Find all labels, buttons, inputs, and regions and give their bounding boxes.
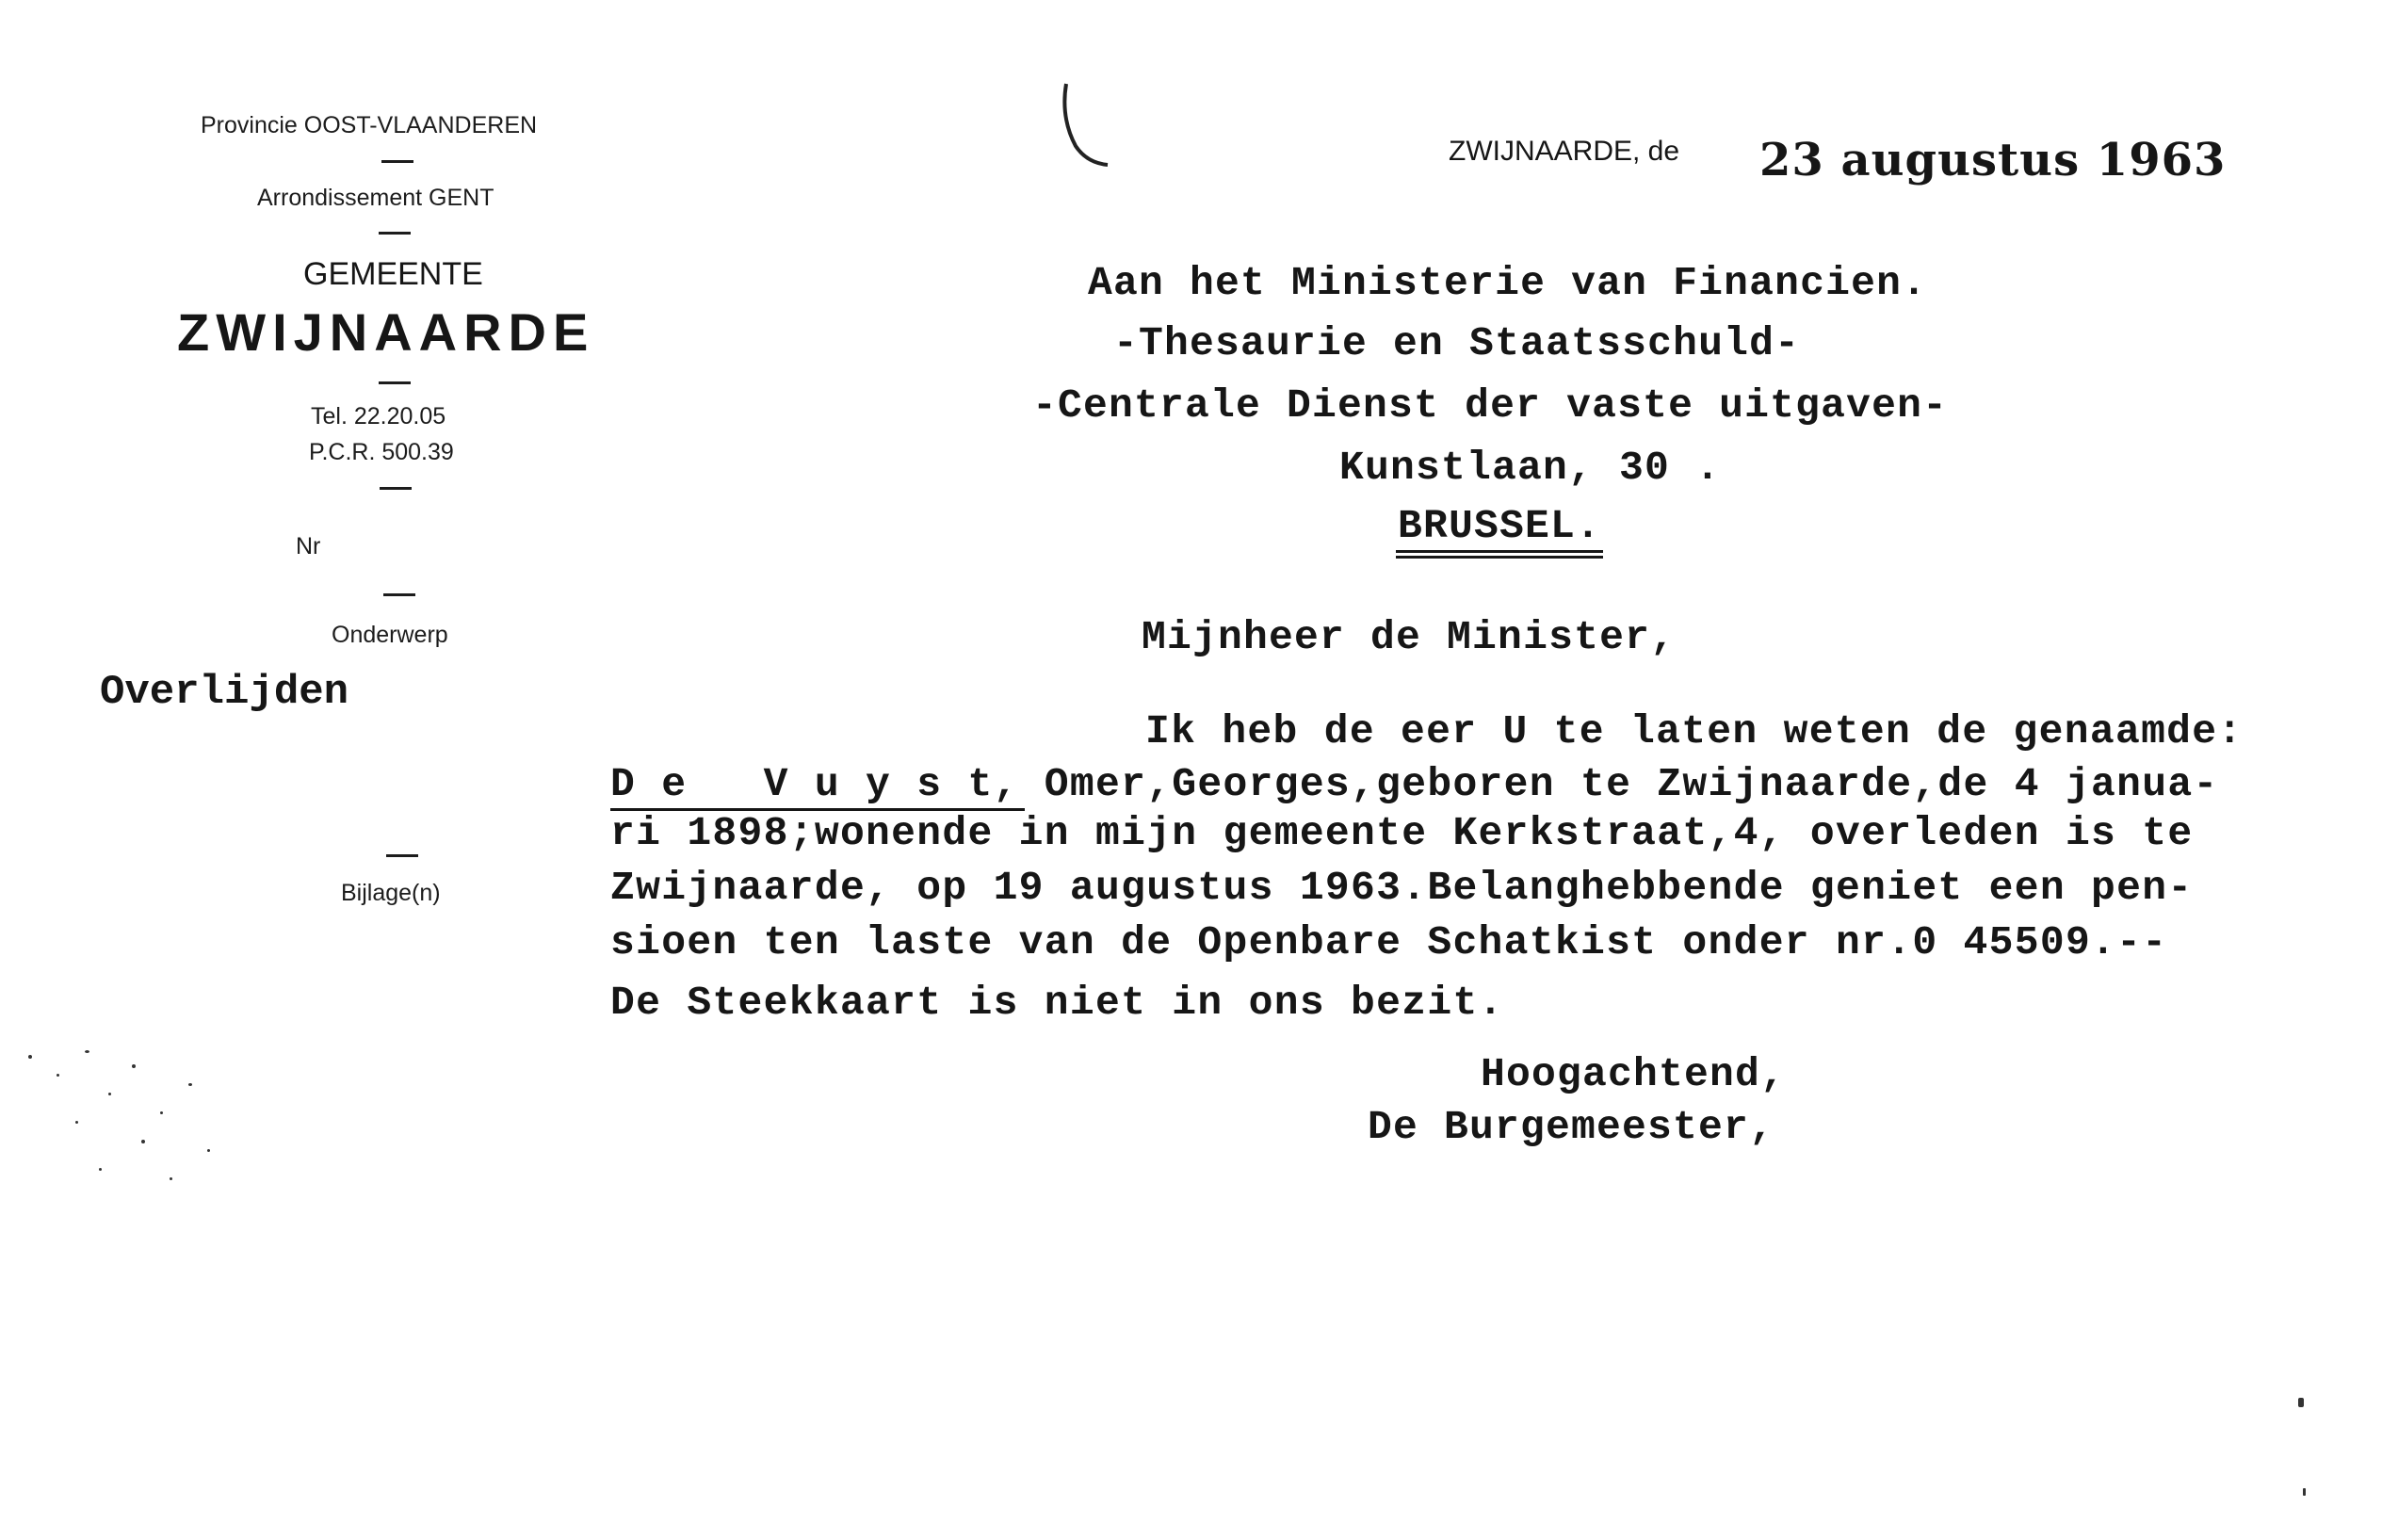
margin-mark bbox=[2298, 1398, 2304, 1407]
city-underline bbox=[1396, 556, 1603, 559]
body-line-1: Ik heb de eer U te laten weten de genaamde: bbox=[1145, 708, 2244, 754]
body-line-6: De Steekkaart is niet in ons bezit. bbox=[610, 980, 1504, 1026]
city-date-prefix: ZWIJNAARDE, de bbox=[1449, 136, 1680, 167]
province-label: Provincie OOST-VLAANDEREN bbox=[201, 112, 538, 138]
body-line-5: sioen ten laste van de Openbare Schatkist onder nr.0 45509.-- bbox=[610, 919, 2168, 965]
divider bbox=[381, 160, 413, 163]
telephone: Tel. 22.20.05 bbox=[311, 403, 446, 430]
postal-account: P.C.R. 500.39 bbox=[309, 439, 454, 465]
recipient-line-3: -Centrale Dienst der vaste uitgaven- bbox=[1032, 382, 1949, 429]
arrondissement-label: Arrondissement GENT bbox=[257, 185, 494, 211]
body-line-3: ri 1898;wonende in mijn gemeente Kerkstraat,4, overleden is te bbox=[610, 810, 2194, 856]
punch-mark bbox=[1055, 80, 1111, 174]
faded-stamp bbox=[19, 1036, 245, 1206]
body-line-2-rest: , Omer,Georges,geboren te Zwijnaarde,de 4 janua- bbox=[993, 761, 2219, 807]
recipient-line-4: Kunstlaan, 30 . bbox=[1339, 445, 1722, 491]
reference-number-label: Nr bbox=[296, 533, 321, 559]
gemeente-label: GEMEENTE bbox=[303, 256, 483, 292]
divider bbox=[386, 854, 418, 857]
divider bbox=[379, 232, 411, 235]
city-underline bbox=[1396, 550, 1603, 553]
salutation: Mijnheer de Minister, bbox=[1142, 614, 1677, 660]
closing-greeting: Hoogachtend, bbox=[1481, 1051, 1787, 1097]
subject-label: Onderwerp bbox=[332, 622, 448, 648]
attachments-label: Bijlage(n) bbox=[341, 880, 441, 906]
recipient-line-2: -Thesaurie en Staatsschuld- bbox=[1113, 320, 1801, 366]
recipient-line-1: Aan het Ministerie van Financien. bbox=[1088, 260, 1928, 306]
divider bbox=[383, 593, 415, 596]
signatory-title: De Burgemeester, bbox=[1368, 1104, 1775, 1150]
body-line-4: Zwijnaarde, op 19 augustus 1963.Belanghebbende geniet een pen- bbox=[610, 865, 2194, 911]
margin-mark bbox=[2303, 1488, 2306, 1496]
subject-value: Overlijden bbox=[100, 669, 349, 716]
deceased-name: D e V u y s t bbox=[610, 761, 994, 807]
municipality-name: ZWIJNAARDE bbox=[177, 302, 595, 362]
body-line-2 bbox=[610, 761, 2219, 807]
divider bbox=[379, 381, 411, 384]
recipient-city: BRUSSEL. bbox=[1398, 503, 1602, 549]
letter-date: 23 augustus 1963 bbox=[1759, 134, 2227, 186]
divider bbox=[380, 487, 412, 490]
